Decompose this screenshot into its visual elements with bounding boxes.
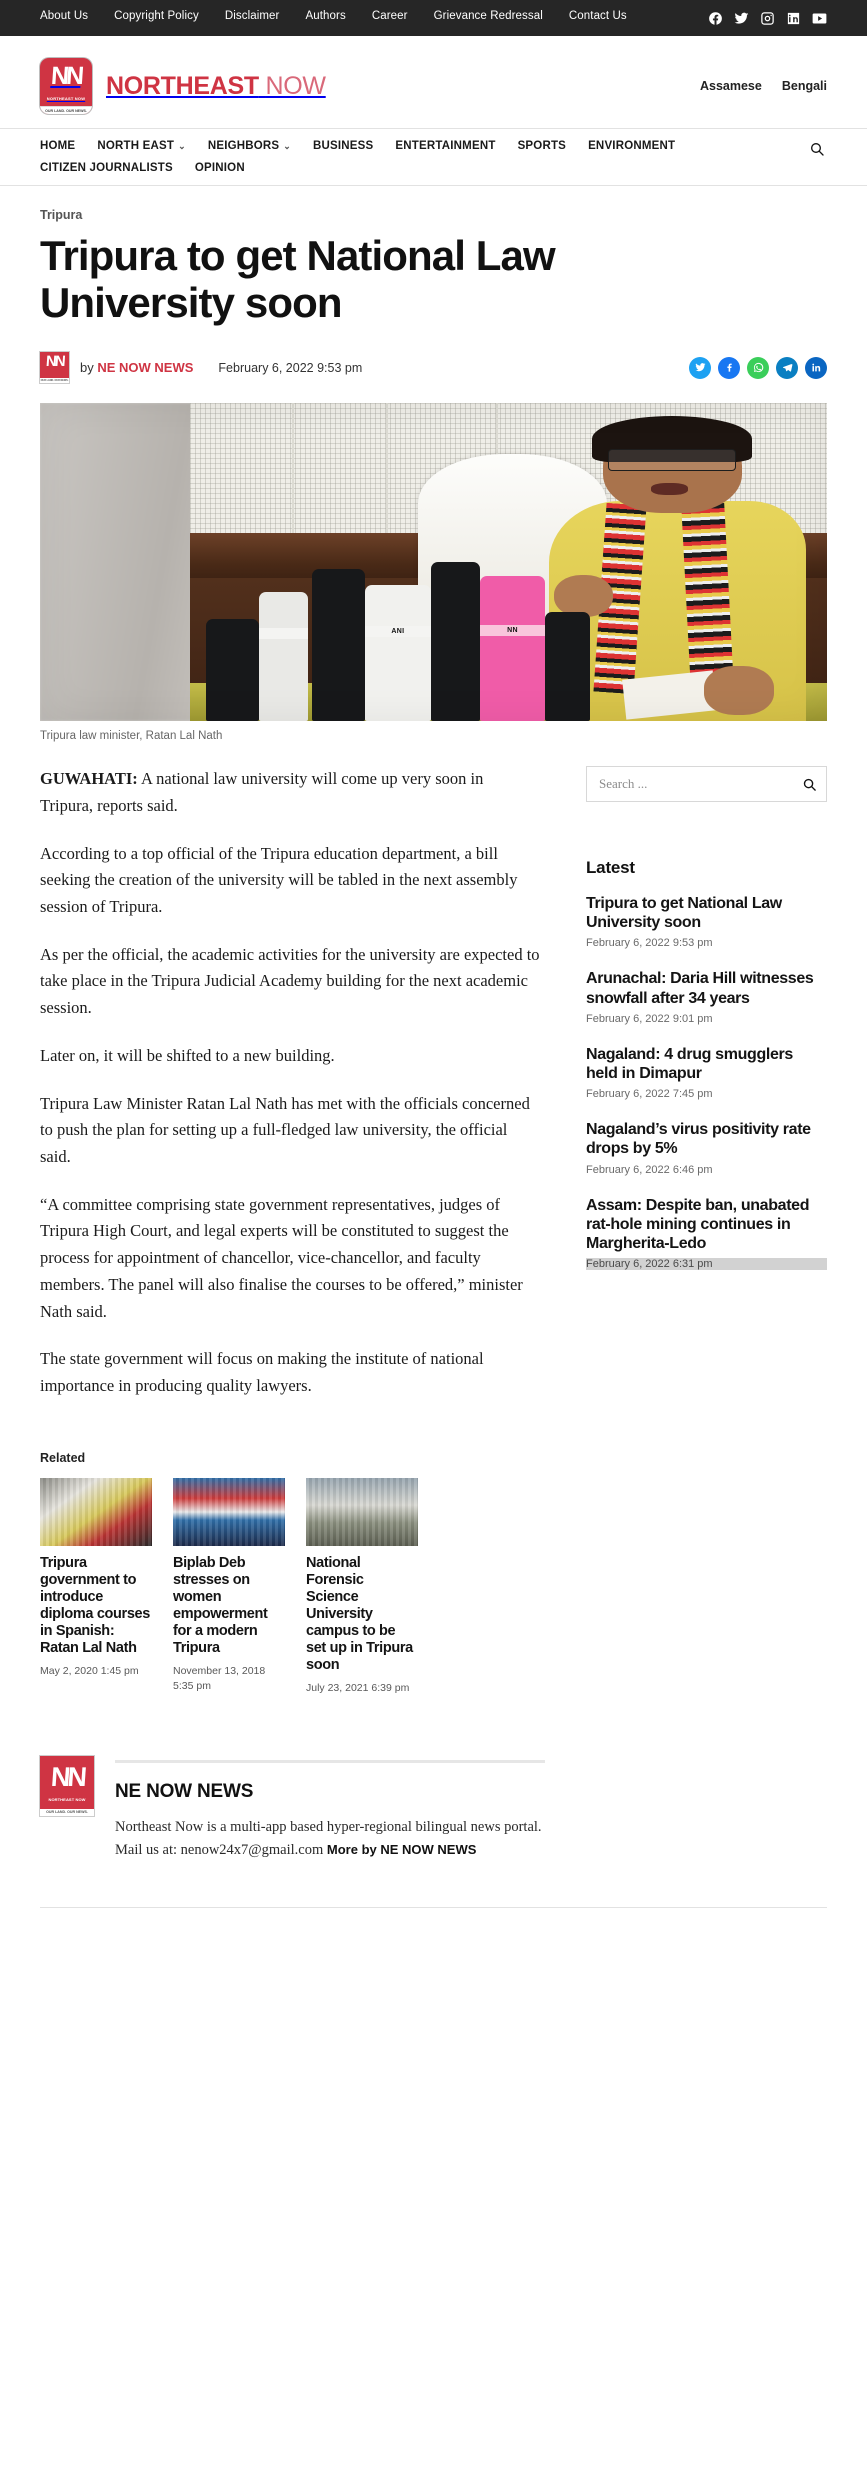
chevron-down-icon: ⌄ bbox=[178, 140, 186, 151]
latest-item-date: February 6, 2022 9:53 pm bbox=[586, 937, 713, 950]
nav-label: HOME bbox=[40, 140, 76, 152]
article-body bbox=[40, 766, 540, 1421]
language-bengali[interactable]: Bengali bbox=[781, 79, 827, 93]
article-paragraph: As per the official, the academic activities for the university are expected to take place in the Tripura Judicial Academy building for the next academic session. bbox=[40, 944, 540, 1018]
latest-item-date: February 6, 2022 6:31 pm bbox=[586, 1258, 827, 1270]
utility-link-disclaimer[interactable]: Disclaimer bbox=[224, 10, 280, 22]
youtube-icon[interactable] bbox=[812, 11, 827, 26]
author-bio-description bbox=[115, 1816, 545, 1863]
telegram-share-icon[interactable] bbox=[776, 357, 798, 379]
article-paragraph: According to a top official of the Tripura education department, a bill seeking the creation of the university will be tabled in the next assembly session of Tripura. bbox=[40, 843, 518, 916]
nav-item-opinion[interactable] bbox=[195, 162, 245, 174]
nn-logo-mark bbox=[40, 58, 92, 114]
byline-bar bbox=[40, 352, 827, 383]
latest-item-date: February 6, 2022 9:01 pm bbox=[586, 1012, 713, 1025]
article-category[interactable]: Tripura bbox=[40, 208, 83, 222]
byline-prefix: by bbox=[80, 360, 94, 376]
nav-label: SPORTS bbox=[517, 140, 567, 152]
wordmark-bold: NORTHEAST bbox=[106, 71, 259, 100]
bio-text: Northeast Now is a multi-app based hyper-regional bilingual news portal. Mail us at: nenow24x7@gmail.com bbox=[115, 1818, 542, 1859]
article-paragraph: The state government will focus on making the institute of national importance in producing quality lawyers. bbox=[40, 1349, 484, 1395]
nav-label: CITIZEN JOURNALISTS bbox=[40, 162, 173, 174]
latest-item-date: February 6, 2022 7:45 pm bbox=[586, 1088, 713, 1101]
nav-label: ENTERTAINMENT bbox=[395, 140, 496, 152]
related-date: May 2, 2020 1:45 pm bbox=[40, 1665, 139, 1678]
article-dateline: GUWAHATI: bbox=[40, 769, 138, 789]
logo-monogram: NN bbox=[49, 62, 83, 90]
site-wordmark bbox=[106, 71, 326, 100]
related-card[interactable] bbox=[173, 1478, 285, 1696]
sidebar-search-form bbox=[586, 766, 827, 802]
avatar-tagline: OUR LAND. OUR NEWS. bbox=[40, 379, 69, 383]
search-input[interactable] bbox=[599, 776, 802, 792]
utility-topbar bbox=[0, 0, 867, 36]
byline-text bbox=[80, 360, 193, 375]
author-bio-logo bbox=[40, 1756, 94, 1816]
instagram-icon[interactable] bbox=[760, 11, 775, 26]
avatar-monogram: NN bbox=[45, 353, 64, 371]
list-item[interactable] bbox=[586, 1120, 827, 1175]
logo-monogram: NN bbox=[49, 1761, 85, 1792]
related-title[interactable]: Biplab Deb stresses on women empowerment for a modern Tripura bbox=[173, 1554, 268, 1657]
article-paragraph: Later on, it will be shifted to a new building. bbox=[40, 1045, 335, 1065]
hero-image bbox=[40, 403, 827, 721]
search-icon[interactable] bbox=[802, 777, 817, 792]
social-links bbox=[708, 8, 827, 26]
related-thumbnail[interactable] bbox=[40, 1478, 152, 1546]
author-link[interactable]: NE NOW NEWS bbox=[97, 360, 194, 376]
language-switcher bbox=[700, 79, 827, 93]
related-thumbnail[interactable] bbox=[173, 1478, 285, 1546]
wordmark-light: NOW bbox=[265, 71, 326, 100]
latest-item-title[interactable]: Nagaland’s virus positivity rate drops by 5% bbox=[586, 1121, 811, 1158]
article-date: February 6, 2022 9:53 pm bbox=[218, 360, 363, 375]
nav-label: OPINION bbox=[194, 162, 245, 174]
nav-item-north-east[interactable] bbox=[97, 140, 186, 152]
article-paragraph: Tripura Law Minister Ratan Lal Nath has met with the officials concerned to push the plan for setting up a full-fledged law university, the official said. bbox=[40, 1093, 530, 1166]
related-title[interactable]: National Forensic Science University campus to be set up in Tripura soon bbox=[306, 1554, 413, 1674]
related-date: November 13, 2018 5:35 pm bbox=[173, 1665, 266, 1692]
list-item[interactable] bbox=[586, 894, 827, 949]
latest-item-title[interactable]: Arunachal: Daria Hill witnesses snowfall after 34 years bbox=[586, 970, 814, 1007]
twitter-icon[interactable] bbox=[734, 11, 749, 26]
sidebar bbox=[586, 766, 827, 1290]
logo-sub-text: NORTHEAST NOW bbox=[48, 1796, 86, 1802]
language-assamese[interactable]: Assamese bbox=[699, 79, 762, 93]
latest-heading: Latest bbox=[586, 858, 635, 878]
list-item[interactable] bbox=[586, 1196, 827, 1271]
paragraph-text: A national law university will come up very soon in Tripura, reports said. bbox=[40, 769, 484, 815]
logo-tagline: OUR LAND. OUR NEWS. bbox=[40, 106, 92, 114]
nav-item-business[interactable] bbox=[313, 140, 373, 152]
nav-label: NORTH EAST bbox=[97, 140, 175, 152]
logo-tagline: OUR LAND. OUR NEWS. bbox=[40, 1809, 94, 1816]
facebook-icon[interactable] bbox=[708, 11, 723, 26]
latest-item-title[interactable]: Nagaland: 4 drug smugglers held in Dimapur bbox=[586, 1045, 793, 1082]
utility-link-about-us[interactable]: About Us bbox=[40, 10, 89, 22]
related-card[interactable] bbox=[306, 1478, 418, 1696]
utility-link-grievance-redressal[interactable]: Grievance Redressal bbox=[433, 10, 543, 22]
utility-link-contact-us[interactable]: Contact Us bbox=[568, 10, 627, 22]
page-title: Tripura to get National Law University soon bbox=[40, 232, 555, 327]
site-logo[interactable] bbox=[40, 58, 326, 114]
chevron-down-icon: ⌄ bbox=[283, 140, 292, 151]
hero-figure bbox=[40, 403, 827, 742]
author-avatar bbox=[40, 352, 69, 383]
latest-item-title[interactable]: Tripura to get National Law University soon bbox=[586, 895, 782, 932]
search-icon[interactable] bbox=[807, 141, 827, 157]
utility-link-authors[interactable]: Authors bbox=[305, 10, 346, 22]
related-title[interactable]: Tripura government to introduce diploma courses in Spanish: Ratan Lal Nath bbox=[40, 1554, 150, 1657]
article-paragraph bbox=[40, 766, 540, 819]
nav-label: ENVIRONMENT bbox=[588, 140, 676, 152]
utility-link-copyright-policy[interactable]: Copyright Policy bbox=[114, 10, 199, 22]
divider bbox=[115, 1760, 545, 1763]
more-by-author-link[interactable]: More by NE NOW NEWS bbox=[326, 1842, 477, 1858]
latest-item-date: February 6, 2022 6:46 pm bbox=[586, 1163, 713, 1176]
related-heading: Related bbox=[40, 1450, 86, 1465]
facebook-share-icon[interactable] bbox=[718, 357, 740, 379]
nav-item-neighbors[interactable] bbox=[208, 140, 291, 152]
linkedin-icon[interactable] bbox=[786, 11, 801, 26]
nav-item-environment[interactable] bbox=[588, 140, 675, 152]
nav-item-sports[interactable] bbox=[518, 140, 567, 152]
related-thumbnail[interactable] bbox=[306, 1478, 418, 1546]
utility-nav bbox=[40, 8, 627, 22]
masthead bbox=[0, 36, 867, 128]
nav-label: NEIGHBORS bbox=[207, 140, 280, 152]
page-main bbox=[0, 208, 867, 1926]
article-paragraph: “A committee comprising state government representatives, judges of Tripura High Court, and legal experts will be constituted to suggest the process for appointment of chancellor, vice-chancellor, and faculty members. The panel will also finalise the courses to be offered,” minister Nath said. bbox=[40, 1194, 523, 1321]
author-bio-box bbox=[40, 1756, 827, 1863]
mic-flag-nn: NN bbox=[480, 625, 545, 636]
list-item[interactable] bbox=[586, 1045, 827, 1100]
related-section bbox=[40, 1451, 827, 1696]
twitter-share-icon[interactable] bbox=[689, 357, 711, 379]
related-card[interactable] bbox=[40, 1478, 152, 1696]
mic-flag-ani: ANI bbox=[365, 626, 430, 637]
whatsapp-share-icon[interactable] bbox=[747, 357, 769, 379]
utility-link-career[interactable]: Career bbox=[371, 10, 408, 22]
related-date: July 23, 2021 6:39 pm bbox=[306, 1682, 410, 1695]
linkedin-share-icon[interactable] bbox=[805, 357, 827, 379]
main-nav-list bbox=[40, 140, 780, 174]
nav-label: BUSINESS bbox=[313, 140, 374, 152]
logo-sub-text: NORTHEAST NOW bbox=[46, 96, 86, 101]
share-buttons bbox=[689, 357, 827, 379]
author-bio-name[interactable]: NE NOW NEWS bbox=[115, 1780, 254, 1802]
nav-item-citizen-journalists[interactable] bbox=[40, 162, 173, 174]
latest-item-title[interactable]: Assam: Despite ban, unabated rat-hole mining continues in Margherita-Ledo bbox=[586, 1196, 810, 1252]
image-caption: Tripura law minister, Ratan Lal Nath bbox=[40, 730, 223, 743]
nav-item-entertainment[interactable] bbox=[395, 140, 495, 152]
list-item[interactable] bbox=[586, 969, 827, 1024]
nav-item-home[interactable] bbox=[40, 140, 75, 152]
main-navigation bbox=[0, 128, 867, 186]
